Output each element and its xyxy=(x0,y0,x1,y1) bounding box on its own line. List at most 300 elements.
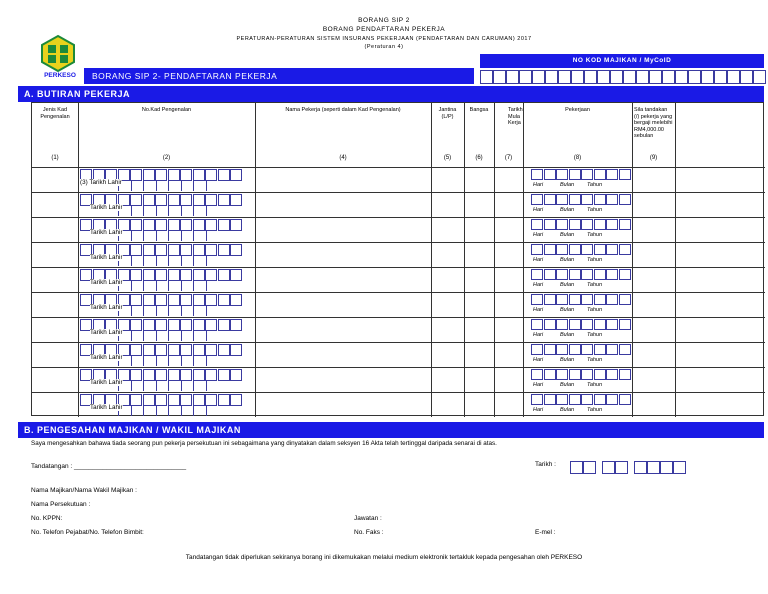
start-date-digit-box[interactable] xyxy=(581,319,593,330)
ic-digit-box[interactable] xyxy=(130,294,142,306)
start-date-digit-box[interactable] xyxy=(594,344,606,355)
ic-digit-box[interactable] xyxy=(205,369,217,381)
ic-digit-box[interactable] xyxy=(180,369,192,381)
start-date-digit-box[interactable] xyxy=(531,244,543,255)
dob-box-divider xyxy=(143,231,145,241)
ic-number-header: No.Kad Pengenalan xyxy=(141,107,192,113)
ic-digit-box[interactable] xyxy=(205,269,217,281)
start-date-digit-box[interactable] xyxy=(569,294,581,305)
start-date-digit-box[interactable] xyxy=(531,344,543,355)
date-of-birth-label: Tarikh Lahir xyxy=(90,329,123,336)
start-date-digit-box[interactable] xyxy=(531,294,543,305)
ic-digit-box[interactable] xyxy=(230,169,242,181)
start-date-digit-box[interactable] xyxy=(594,269,606,280)
employer-code-box[interactable] xyxy=(714,70,727,84)
ic-digit-box[interactable] xyxy=(193,169,205,181)
start-date-digit-box[interactable] xyxy=(556,169,568,180)
start-date-digit-box[interactable] xyxy=(581,394,593,405)
start-date-digit-box[interactable] xyxy=(544,269,556,280)
ic-digit-box[interactable] xyxy=(193,394,205,406)
start-date-digit-box[interactable] xyxy=(569,394,581,405)
ic-digit-box[interactable] xyxy=(130,169,142,181)
dob-box-divider xyxy=(156,206,158,216)
dob-box-divider xyxy=(156,381,158,391)
ic-digit-box[interactable] xyxy=(130,219,142,231)
ic-digit-box[interactable] xyxy=(143,194,155,206)
start-date-bulan-label: Bulan xyxy=(560,207,575,213)
dob-box-divider xyxy=(193,206,195,216)
dob-box-divider xyxy=(168,256,170,266)
start-date-digit-box[interactable] xyxy=(556,369,568,380)
dob-box-divider xyxy=(206,281,208,291)
start-date-digit-box[interactable] xyxy=(581,194,593,205)
employer-code-box[interactable] xyxy=(623,70,636,84)
start-date-digit-box[interactable] xyxy=(544,319,556,330)
ic-digit-box[interactable] xyxy=(155,344,167,356)
ic-digit-box[interactable] xyxy=(205,294,217,306)
ic-digit-box[interactable] xyxy=(155,319,167,331)
dob-box-divider xyxy=(181,306,183,316)
dob-box-divider xyxy=(193,331,195,341)
ic-digit-box[interactable] xyxy=(193,244,205,256)
start-date-digit-box[interactable] xyxy=(569,269,581,280)
dob-box-divider xyxy=(181,381,183,391)
start-date-digit-box[interactable] xyxy=(594,219,606,230)
start-date-digit-box[interactable] xyxy=(619,344,631,355)
employee-name-header: Nama Pekerja (seperti dalam Kad Pengenalan) xyxy=(285,107,401,113)
start-date-digit-box[interactable] xyxy=(544,194,556,205)
start-date-digit-box[interactable] xyxy=(531,269,543,280)
ic-digit-box[interactable] xyxy=(218,319,230,331)
start-date-digit-box[interactable] xyxy=(531,194,543,205)
start-date-digit-box[interactable] xyxy=(581,269,593,280)
fax-label: No. Faks : xyxy=(354,529,384,536)
ic-digit-box[interactable] xyxy=(130,394,142,406)
start-date-digit-box[interactable] xyxy=(544,394,556,405)
dob-box-divider xyxy=(156,331,158,341)
date-digit-box[interactable] xyxy=(634,461,647,474)
start-date-tahun-label: Tahun xyxy=(587,307,603,313)
gender-header: Jantina (L/P) xyxy=(438,107,457,120)
dob-box-divider xyxy=(181,256,183,266)
employer-code-box[interactable] xyxy=(740,70,753,84)
start-date-digit-box[interactable] xyxy=(619,169,631,180)
dob-box-divider xyxy=(181,281,183,291)
start-date-tahun-label: Tahun xyxy=(587,282,603,288)
employer-code-box[interactable] xyxy=(688,70,701,84)
ic-digit-box[interactable] xyxy=(168,319,180,331)
ic-digit-box[interactable] xyxy=(168,169,180,181)
dob-box-divider xyxy=(131,181,133,191)
dob-box-divider xyxy=(156,356,158,366)
ic-digit-box[interactable] xyxy=(205,394,217,406)
ic-digit-box[interactable] xyxy=(143,369,155,381)
start-date-digit-box[interactable] xyxy=(619,294,631,305)
ic-digit-box[interactable] xyxy=(168,219,180,231)
column-number: (5) xyxy=(443,155,452,161)
ic-digit-box[interactable] xyxy=(143,169,155,181)
employer-code-box[interactable] xyxy=(727,70,740,84)
start-date-digit-box[interactable] xyxy=(594,294,606,305)
dob-box-divider xyxy=(131,281,133,291)
start-date-digit-box[interactable] xyxy=(531,394,543,405)
start-date-digit-box[interactable] xyxy=(544,244,556,255)
ic-digit-box[interactable] xyxy=(155,294,167,306)
dob-box-divider xyxy=(143,356,145,366)
start-date-digit-box[interactable] xyxy=(531,219,543,230)
column-number: (1) xyxy=(51,155,59,161)
ic-digit-box[interactable] xyxy=(143,244,155,256)
dob-box-divider xyxy=(206,181,208,191)
employer-code-box[interactable] xyxy=(519,70,532,84)
start-date-digit-box[interactable] xyxy=(619,219,631,230)
regulation-ref: (Peraturan 4) xyxy=(364,44,404,50)
start-date-digit-box[interactable] xyxy=(556,294,568,305)
signature-field[interactable]: Tandatangan : _______________________________ xyxy=(31,463,187,470)
start-date-digit-box[interactable] xyxy=(556,194,568,205)
start-date-digit-box[interactable] xyxy=(544,169,556,180)
start-date-digit-box[interactable] xyxy=(531,319,543,330)
start-date-digit-box[interactable] xyxy=(619,369,631,380)
ic-digit-box[interactable] xyxy=(180,344,192,356)
start-date-digit-box[interactable] xyxy=(606,319,618,330)
start-date-digit-box[interactable] xyxy=(544,294,556,305)
start-date-digit-box[interactable] xyxy=(606,344,618,355)
ic-digit-box[interactable] xyxy=(155,219,167,231)
start-date-digit-box[interactable] xyxy=(606,369,618,380)
employer-code-box[interactable] xyxy=(584,70,597,84)
start-date-hari-label: Hari xyxy=(533,307,544,313)
dob-box-divider xyxy=(206,381,208,391)
start-date-digit-box[interactable] xyxy=(594,394,606,405)
ic-digit-box[interactable] xyxy=(168,194,180,206)
ic-digit-box[interactable] xyxy=(143,219,155,231)
dob-box-divider xyxy=(168,231,170,241)
ic-digit-box[interactable] xyxy=(180,194,192,206)
employer-code-box[interactable] xyxy=(480,70,493,84)
start-date-digit-box[interactable] xyxy=(556,344,568,355)
dob-box-divider xyxy=(156,406,158,416)
ic-digit-box[interactable] xyxy=(218,294,230,306)
date-digit-box[interactable] xyxy=(602,461,615,474)
ic-digit-box[interactable] xyxy=(205,219,217,231)
employer-code-box[interactable] xyxy=(662,70,675,84)
employer-code-box[interactable] xyxy=(506,70,519,84)
ic-digit-box[interactable] xyxy=(205,344,217,356)
employer-code-box[interactable] xyxy=(558,70,571,84)
employer-code-box[interactable] xyxy=(675,70,688,84)
ic-digit-box[interactable] xyxy=(193,369,205,381)
start-date-bulan-label: Bulan xyxy=(560,232,575,238)
start-date-hari-label: Hari xyxy=(533,232,544,238)
dob-box-divider xyxy=(206,256,208,266)
start-date-digit-box[interactable] xyxy=(581,369,593,380)
ic-digit-box[interactable] xyxy=(230,244,242,256)
start-date-digit-box[interactable] xyxy=(619,244,631,255)
start-date-digit-box[interactable] xyxy=(581,294,593,305)
dob-box-divider xyxy=(168,306,170,316)
ic-digit-box[interactable] xyxy=(230,269,242,281)
ic-digit-box[interactable] xyxy=(205,169,217,181)
employer-code-box[interactable] xyxy=(493,70,506,84)
dob-box-divider xyxy=(168,281,170,291)
dob-box-divider xyxy=(156,256,158,266)
start-date-digit-box[interactable] xyxy=(581,169,593,180)
employer-code-label: NO KOD MAJIKAN / MyCoID xyxy=(480,54,764,68)
ic-digit-box[interactable] xyxy=(130,269,142,281)
ic-digit-box[interactable] xyxy=(230,369,242,381)
form-title-bar: BORANG SIP 2- PENDAFTARAN PEKERJA xyxy=(84,68,474,84)
ic-digit-box[interactable] xyxy=(218,269,230,281)
employer-code-box[interactable] xyxy=(532,70,545,84)
ic-digit-box[interactable] xyxy=(193,319,205,331)
start-date-digit-box[interactable] xyxy=(606,269,618,280)
ic-digit-box[interactable] xyxy=(180,294,192,306)
start-date-digit-box[interactable] xyxy=(581,244,593,255)
start-date-tahun-label: Tahun xyxy=(587,407,603,413)
start-date-tahun-label: Tahun xyxy=(587,232,603,238)
ic-digit-box[interactable] xyxy=(168,244,180,256)
start-date-digit-box[interactable] xyxy=(581,344,593,355)
ic-digit-box[interactable] xyxy=(155,394,167,406)
ic-digit-box[interactable] xyxy=(155,269,167,281)
ic-digit-box[interactable] xyxy=(155,194,167,206)
employer-code-box[interactable] xyxy=(649,70,662,84)
start-date-tahun-label: Tahun xyxy=(587,382,603,388)
ic-digit-box[interactable] xyxy=(168,369,180,381)
start-date-digit-box[interactable] xyxy=(606,194,618,205)
start-date-digit-box[interactable] xyxy=(569,369,581,380)
dob-box-divider xyxy=(193,181,195,191)
ic-digit-box[interactable] xyxy=(180,244,192,256)
ic-digit-box[interactable] xyxy=(180,319,192,331)
dob-box-divider xyxy=(143,256,145,266)
start-date-digit-box[interactable] xyxy=(619,194,631,205)
start-date-digit-box[interactable] xyxy=(619,394,631,405)
column-number: (8) xyxy=(573,155,582,161)
dob-box-divider xyxy=(193,406,195,416)
ic-digit-box[interactable] xyxy=(130,319,142,331)
start-date-digit-box[interactable] xyxy=(619,319,631,330)
start-date-digit-box[interactable] xyxy=(606,219,618,230)
column-number: (4) xyxy=(339,155,347,161)
employer-code-box[interactable] xyxy=(610,70,623,84)
ic-digit-box[interactable] xyxy=(218,369,230,381)
section-a-title: A. BUTIRAN PEKERJA xyxy=(18,86,764,102)
ic-digit-box[interactable] xyxy=(230,294,242,306)
employer-name-label: Nama Majikan/Nama Wakil Majikan : xyxy=(31,487,137,494)
ic-digit-box[interactable] xyxy=(168,344,180,356)
start-date-digit-box[interactable] xyxy=(569,219,581,230)
start-date-digit-box[interactable] xyxy=(606,244,618,255)
start-date-digit-box[interactable] xyxy=(556,219,568,230)
ic-digit-box[interactable] xyxy=(143,294,155,306)
start-date-digit-box[interactable] xyxy=(619,269,631,280)
start-date-digit-box[interactable] xyxy=(569,169,581,180)
company-name-label: Nama Persekutuan : xyxy=(31,501,91,508)
dob-box-divider xyxy=(193,356,195,366)
race-header: Bangsa xyxy=(469,107,489,113)
date-of-birth-label: Tarikh Lahir xyxy=(90,404,123,411)
ic-digit-box[interactable] xyxy=(230,319,242,331)
start-date-digit-box[interactable] xyxy=(544,344,556,355)
section-b-title: B. PENGESAHAN MAJIKAN / WAKIL MAJIKAN xyxy=(18,422,764,438)
dob-box-divider xyxy=(193,281,195,291)
ic-digit-box[interactable] xyxy=(193,344,205,356)
ic-digit-box[interactable] xyxy=(155,369,167,381)
dob-box-divider xyxy=(143,281,145,291)
start-date-digit-box[interactable] xyxy=(556,269,568,280)
ic-digit-box[interactable] xyxy=(193,294,205,306)
date-of-birth-label: Tarikh Lahir xyxy=(90,379,123,386)
date-digit-box[interactable] xyxy=(583,461,596,474)
start-date-bulan-label: Bulan xyxy=(560,382,575,388)
ic-digit-box[interactable] xyxy=(130,369,142,381)
ic-digit-box[interactable] xyxy=(218,394,230,406)
start-date-hari-label: Hari xyxy=(533,357,544,363)
ic-digit-box[interactable] xyxy=(155,244,167,256)
ic-digit-box[interactable] xyxy=(218,344,230,356)
employer-code-box[interactable] xyxy=(636,70,649,84)
start-date-digit-box[interactable] xyxy=(594,369,606,380)
ic-digit-box[interactable] xyxy=(218,244,230,256)
start-date-tahun-label: Tahun xyxy=(587,357,603,363)
ic-digit-box[interactable] xyxy=(143,319,155,331)
employer-code-box[interactable] xyxy=(753,70,766,84)
start-date-digit-box[interactable] xyxy=(531,169,543,180)
dob-box-divider xyxy=(131,306,133,316)
column-number: (7) xyxy=(504,155,513,161)
dob-box-divider xyxy=(181,406,183,416)
dob-box-divider xyxy=(168,331,170,341)
ic-digit-box[interactable] xyxy=(130,194,142,206)
ic-digit-box[interactable] xyxy=(230,194,242,206)
start-date-digit-box[interactable] xyxy=(581,219,593,230)
ic-digit-box[interactable] xyxy=(193,194,205,206)
date-digit-box[interactable] xyxy=(673,461,686,474)
dob-box-divider xyxy=(193,231,195,241)
ic-digit-box[interactable] xyxy=(168,269,180,281)
kppn-label: No. KPPN: xyxy=(31,515,63,522)
ic-digit-box[interactable] xyxy=(230,219,242,231)
start-date-hari-label: Hari xyxy=(533,207,544,213)
start-date-tahun-label: Tahun xyxy=(587,332,603,338)
start-date-digit-box[interactable] xyxy=(569,244,581,255)
start-date-digit-box[interactable] xyxy=(594,194,606,205)
email-label: E-mel : xyxy=(535,529,556,536)
ic-digit-box[interactable] xyxy=(130,344,142,356)
dob-box-divider xyxy=(156,181,158,191)
start-date-digit-box[interactable] xyxy=(569,344,581,355)
start-date-digit-box[interactable] xyxy=(594,319,606,330)
ic-digit-box[interactable] xyxy=(168,394,180,406)
start-date-digit-box[interactable] xyxy=(606,169,618,180)
start-date-digit-box[interactable] xyxy=(531,369,543,380)
id-type-header: Jenis Kad Pengenalan xyxy=(40,107,70,120)
start-date-digit-box[interactable] xyxy=(606,394,618,405)
start-date-digit-box[interactable] xyxy=(594,169,606,180)
start-date-digit-box[interactable] xyxy=(594,244,606,255)
dob-box-divider xyxy=(168,381,170,391)
dob-box-divider xyxy=(143,306,145,316)
ic-digit-box[interactable] xyxy=(143,269,155,281)
start-date-bulan-label: Bulan xyxy=(560,257,575,263)
ic-digit-box[interactable] xyxy=(205,319,217,331)
dob-box-divider xyxy=(131,331,133,341)
dob-box-divider xyxy=(168,406,170,416)
start-date-tahun-label: Tahun xyxy=(587,182,603,188)
occupation-header: Pekerjaan xyxy=(565,107,590,113)
start-date-tahun-label: Tahun xyxy=(587,257,603,263)
ic-digit-box[interactable] xyxy=(205,244,217,256)
dob-box-divider xyxy=(168,356,170,366)
ic-digit-box[interactable] xyxy=(180,219,192,231)
ic-digit-box[interactable] xyxy=(180,394,192,406)
date-digit-box[interactable] xyxy=(615,461,628,474)
start-date-digit-box[interactable] xyxy=(606,294,618,305)
start-date-digit-box[interactable] xyxy=(544,369,556,380)
dob-box-divider xyxy=(143,331,145,341)
start-date-digit-box[interactable] xyxy=(569,194,581,205)
ic-digit-box[interactable] xyxy=(155,169,167,181)
employer-code-box[interactable] xyxy=(701,70,714,84)
ic-digit-box[interactable] xyxy=(230,344,242,356)
employer-code-box[interactable] xyxy=(571,70,584,84)
start-date-digit-box[interactable] xyxy=(556,244,568,255)
ic-digit-box[interactable] xyxy=(193,219,205,231)
ic-digit-box[interactable] xyxy=(193,269,205,281)
dob-box-divider xyxy=(143,206,145,216)
ic-digit-box[interactable] xyxy=(143,344,155,356)
date-digit-box[interactable] xyxy=(570,461,583,474)
dob-box-divider xyxy=(143,181,145,191)
employer-code-box[interactable] xyxy=(597,70,610,84)
date-digit-box[interactable] xyxy=(660,461,673,474)
dob-box-divider xyxy=(143,406,145,416)
start-date-hari-label: Hari xyxy=(533,282,544,288)
ic-digit-box[interactable] xyxy=(130,244,142,256)
date-digit-box[interactable] xyxy=(647,461,660,474)
ic-digit-box[interactable] xyxy=(180,169,192,181)
start-date-digit-box[interactable] xyxy=(556,394,568,405)
start-date-digit-box[interactable] xyxy=(556,319,568,330)
ic-digit-box[interactable] xyxy=(230,394,242,406)
ic-digit-box[interactable] xyxy=(218,219,230,231)
date-of-birth-label: Tarikh Lahir xyxy=(90,204,123,211)
employer-code-box[interactable] xyxy=(545,70,558,84)
start-date-bulan-label: Bulan xyxy=(560,282,575,288)
ic-digit-box[interactable] xyxy=(180,269,192,281)
start-date-digit-box[interactable] xyxy=(544,219,556,230)
dob-box-divider xyxy=(206,331,208,341)
start-date-digit-box[interactable] xyxy=(569,319,581,330)
ic-digit-box[interactable] xyxy=(218,194,230,206)
column-number: (9) xyxy=(649,155,658,161)
dob-box-divider xyxy=(168,181,170,191)
date-of-birth-label: Tarikh Lahir xyxy=(90,354,123,361)
ic-digit-box[interactable] xyxy=(205,194,217,206)
start-date-bulan-label: Bulan xyxy=(560,407,575,413)
employer-code-boxes[interactable] xyxy=(480,70,766,84)
column-number: (6) xyxy=(475,155,483,161)
dob-box-divider xyxy=(156,231,158,241)
date-of-birth-label: Tarikh Lahir xyxy=(90,254,123,261)
ic-digit-box[interactable] xyxy=(143,394,155,406)
regulation-title: PERATURAN-PERATURAN SISTEM INSURANS PEKERJAAN (PENDAFTARAN DAN CARUMAN) 2017 xyxy=(236,36,532,42)
ic-digit-box[interactable] xyxy=(218,169,230,181)
ic-digit-box[interactable] xyxy=(168,294,180,306)
dob-box-divider xyxy=(131,206,133,216)
